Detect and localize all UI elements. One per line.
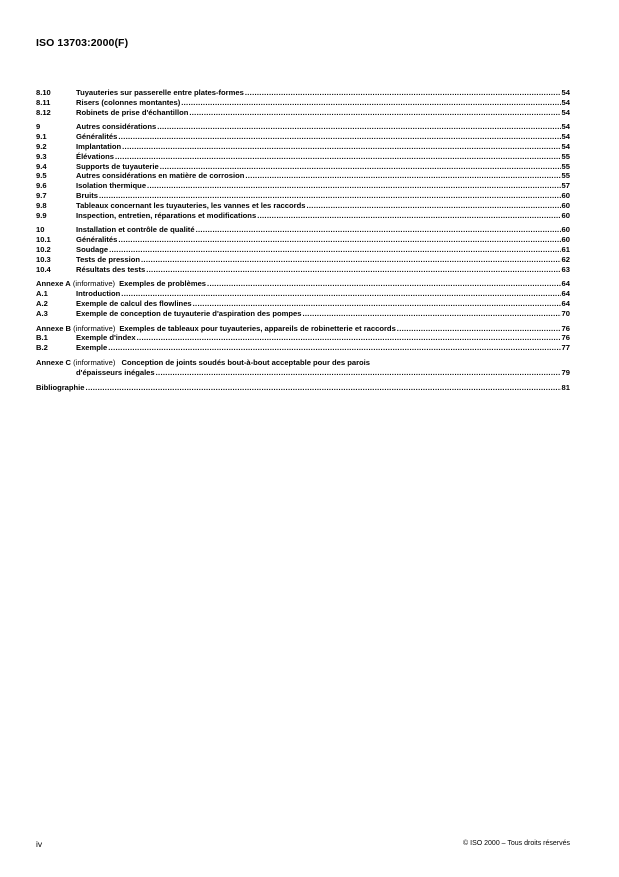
toc-title: Tableaux concernant les tuyauteries, les vannes et les raccords (76, 200, 306, 210)
toc-page-number: 76 (561, 323, 570, 333)
toc-entry-9-8[interactable] (36, 201, 570, 211)
dot-leader (146, 265, 560, 275)
dot-leader (118, 235, 560, 245)
toc-entry-b-1[interactable] (36, 333, 570, 343)
toc-number: 9.6 (36, 181, 47, 191)
toc-number: 10.4 (36, 264, 51, 274)
toc-number: 10 (36, 225, 45, 235)
copyright-footer: © ISO 2000 – Tous droits réservés (463, 840, 570, 847)
toc-entry-9-3[interactable] (36, 152, 570, 162)
toc-title: Tuyauteries sur passerelle entre plates-formes (76, 88, 244, 97)
toc-page-number: 64 (561, 289, 570, 299)
toc-entry-8-12[interactable] (36, 108, 570, 118)
toc-entry-9-1[interactable] (36, 132, 570, 142)
toc-page-number: 79 (561, 367, 570, 377)
toc-number: 10.3 (36, 254, 51, 264)
toc-number: 9.2 (36, 141, 47, 151)
toc-entry-9-5[interactable] (36, 171, 570, 181)
toc-page-number: 77 (561, 343, 570, 353)
toc-title: Tests de pression (76, 254, 141, 264)
toc-annex-b (36, 324, 570, 353)
toc-title: Généralités (76, 132, 118, 142)
toc-number: 9.4 (36, 161, 47, 171)
toc-entry-8-10[interactable] (36, 88, 570, 98)
toc-title: Bibliographie (36, 382, 85, 392)
toc-title: Risers (colonnes montantes) (76, 97, 181, 107)
toc-title: Inspection, entretien, réparations et modifications (76, 210, 257, 220)
dot-leader (245, 171, 560, 181)
toc-entry-annex-c-line2 (36, 368, 570, 378)
dot-leader (306, 201, 560, 211)
toc-entry-9[interactable] (36, 122, 570, 132)
toc-entry-10-1[interactable] (36, 235, 570, 245)
toc-title: Résultats des tests (76, 264, 146, 274)
toc-title: Isolation thermique (76, 181, 147, 191)
toc-page-number: 60 (561, 225, 570, 235)
annex-title: Exemples de problèmes (119, 279, 207, 289)
toc-group-9 (36, 122, 570, 220)
toc-page-number: 54 (561, 88, 570, 97)
toc-page-number: 54 (561, 141, 570, 151)
toc-title: Généralités (76, 235, 118, 245)
toc-title: Exemple de calcul des flowlines (76, 298, 192, 308)
toc-entry-annex-a[interactable] (36, 279, 570, 289)
annex-title: Exemples de tableaux pour tuyauteries, appareils de robinetterie et raccords (119, 323, 396, 333)
toc-entry-9-2[interactable] (36, 142, 570, 152)
toc-number: 9.8 (36, 200, 47, 210)
toc-entry-b-2[interactable] (36, 343, 570, 353)
toc-page-number: 57 (561, 181, 570, 191)
toc-number: 10.2 (36, 244, 51, 254)
toc-page-number: 61 (561, 244, 570, 254)
dot-leader (397, 324, 561, 334)
dot-leader (122, 142, 560, 152)
toc-entry-9-6[interactable] (36, 181, 570, 191)
dot-leader (86, 383, 561, 393)
toc-page-number: 54 (561, 107, 570, 117)
toc-title: Introduction (76, 289, 121, 299)
dot-leader (147, 181, 561, 191)
toc-entry-annex-c-line1 (36, 358, 570, 368)
toc-page-number: 60 (561, 235, 570, 245)
toc-page-number: 64 (561, 279, 570, 289)
dot-leader (115, 152, 561, 162)
toc-entry-annex-b[interactable] (36, 324, 570, 334)
toc-title: Supports de tuyauterie (76, 161, 159, 171)
dot-leader (156, 368, 561, 378)
toc-page-number: 60 (561, 210, 570, 220)
toc-number: 8.10 (36, 88, 51, 97)
dot-leader (99, 191, 561, 201)
toc-number: A.1 (36, 289, 48, 299)
dot-leader (137, 333, 561, 343)
toc-entry-10-4[interactable] (36, 265, 570, 275)
toc-page-number: 55 (561, 161, 570, 171)
toc-number: B.1 (36, 333, 48, 343)
toc-number: A.2 (36, 298, 48, 308)
toc-page-number: 55 (561, 151, 570, 161)
dot-leader (181, 98, 560, 108)
toc-title: Bruits (76, 190, 98, 200)
toc-number: 8.11 (36, 97, 51, 107)
toc-annex-c[interactable] (36, 358, 570, 378)
toc-page-number: 60 (561, 200, 570, 210)
toc-number: 9.7 (36, 190, 47, 200)
annex-label: Annexe B (36, 323, 72, 333)
toc-group-8 (36, 88, 570, 117)
annex-title-continuation: d'épaisseurs inégales (76, 367, 155, 377)
toc-title: Exemple (76, 343, 108, 353)
toc-page-number: 62 (561, 254, 570, 264)
toc-number: 9.1 (36, 132, 47, 142)
dot-leader (245, 88, 561, 98)
dot-leader (257, 211, 560, 221)
toc-entry-10-3[interactable] (36, 255, 570, 265)
toc-title: Exemple de conception de tuyauterie d'aspiration des pompes (76, 308, 302, 318)
toc-entry-8-11[interactable] (36, 98, 570, 108)
annex-informative-tag: (informative) (73, 323, 116, 333)
toc-entry-a-2[interactable] (36, 299, 570, 309)
annex-informative-tag: (informative) (73, 357, 116, 367)
toc-number: 8.12 (36, 107, 51, 117)
toc-number: A.3 (36, 308, 48, 318)
toc-page-number: 60 (561, 190, 570, 200)
document-id-header: ISO 13703:2000(F) (36, 37, 129, 49)
toc-annex-a (36, 279, 570, 318)
dot-leader (118, 132, 560, 142)
toc-bibliography (36, 383, 570, 393)
dot-leader (189, 108, 560, 118)
toc-entry-bibliography[interactable] (36, 383, 570, 393)
toc-number: 9.5 (36, 171, 47, 181)
toc-entry-9-4[interactable] (36, 162, 570, 172)
toc-entry-a-1[interactable] (36, 289, 570, 299)
dot-leader (109, 245, 560, 255)
toc-page-number: 54 (561, 132, 570, 142)
dot-leader (121, 289, 560, 299)
toc-page-number: 55 (561, 171, 570, 181)
dot-leader (141, 255, 561, 265)
toc-page-number: 63 (561, 264, 570, 274)
toc-number: B.2 (36, 343, 48, 353)
toc-number: 9.3 (36, 151, 47, 161)
annex-label: Annexe A (36, 279, 71, 289)
toc-title: Robinets de prise d'échantillon (76, 107, 189, 117)
toc-title: Autres considérations en matière de corrosion (76, 171, 245, 181)
toc-number: 10.1 (36, 235, 51, 245)
toc-page-number: 54 (561, 122, 570, 132)
toc-number: 9.9 (36, 210, 47, 220)
page-number-footer: iv (36, 839, 43, 849)
dot-leader (196, 225, 561, 235)
toc-page-number: 76 (561, 333, 570, 343)
toc-entry-9-7[interactable] (36, 191, 570, 201)
toc-entry-10[interactable] (36, 225, 570, 235)
dot-leader (157, 122, 560, 132)
toc-entry-10-2[interactable] (36, 245, 570, 255)
toc-title: Installation et contrôle de qualité (76, 225, 195, 235)
dot-leader (207, 279, 561, 289)
toc-entry-a-3[interactable] (36, 309, 570, 319)
annex-title: Conception de joints soudés bout-à-bout acceptable pour des parois (121, 357, 370, 367)
toc-group-10 (36, 225, 570, 274)
annex-informative-tag: (informative) (72, 279, 116, 289)
toc-page-number: 64 (561, 298, 570, 308)
dot-leader (160, 162, 561, 172)
toc-title: Autres considérations (76, 122, 157, 132)
toc-number: 9 (36, 122, 41, 132)
toc-page-number: 54 (561, 97, 570, 107)
toc-title: Élévations (76, 151, 114, 161)
dot-leader (302, 309, 560, 319)
toc-page-number: 70 (561, 308, 570, 318)
toc-title: Implantation (76, 141, 122, 151)
toc-title: Exemple d'index (76, 333, 136, 343)
toc-title: Soudage (76, 244, 109, 254)
toc-page-number: 81 (561, 382, 570, 392)
annex-label: Annexe C (36, 357, 72, 367)
dot-leader (193, 299, 561, 309)
toc-entry-9-9[interactable] (36, 211, 570, 221)
dot-leader (108, 343, 560, 353)
table-of-contents (36, 88, 570, 392)
